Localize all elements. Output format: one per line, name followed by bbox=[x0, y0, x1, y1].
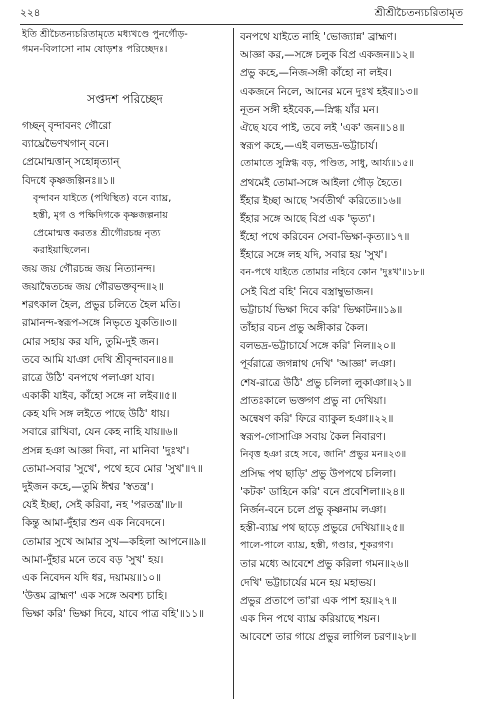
verse-line: একজনে নিলে, আনের মনে দুঃখ হইব॥১৩॥ bbox=[240, 85, 419, 98]
verse-line: তোমাতে সুস্নিগ্ধ বড়, পণ্ডিত, সাধু, আর্য্য॥১৫॥ bbox=[240, 158, 414, 170]
verse-line: স্বরূপ-গোসাঞি সবায় কৈল নিবারণ। bbox=[240, 431, 386, 444]
verse-line: মোর সহায় কর যদি, তুমি-দুই জন। bbox=[22, 335, 159, 348]
verse-line: দেখি' ভট্টাচার্যের মনে হয় মহাভয়। bbox=[240, 576, 376, 589]
verse-line: বনপথে যাইতে নাহি 'ভোজ্যান্ন' ব্রাহ্মণ। bbox=[240, 31, 397, 43]
verse-line: তার মধ্যে আবেশে প্রভু করিলা গমন॥২৬॥ bbox=[240, 558, 409, 571]
verse-line: একাকী যাইব, কাঁহো সঙ্গে না লইব॥৫॥ bbox=[22, 390, 177, 403]
verse-line: ভিক্ষা করি' ভিক্ষা দিবে, যাবে পাত্র বহি'॥১১॥ bbox=[22, 608, 204, 621]
verse-line: ঐছে যবে পাই, তবে লই 'এক' জন॥১৪॥ bbox=[240, 121, 405, 134]
verse-line: বন-পথে যাইতে তোমার নহিবে কোন 'দুঃখ'॥১৮॥ bbox=[240, 267, 425, 279]
verse-line: কিন্তু আমা-দুঁহার শুন এক নিবেদনে। bbox=[22, 517, 165, 530]
verse-line: রামানন্দ-স্বরূপ-সঙ্গে নিভৃতে যুকতি॥৩॥ bbox=[22, 317, 178, 330]
verse-line: আজ্ঞা কর,—সঙ্গে চলুক বিপ্র একজন॥১২॥ bbox=[240, 49, 415, 62]
column-divider bbox=[233, 28, 234, 699]
colophon-line: গমন-বিলাসো নাম ষোড়শঃ পরিচ্ছেদঃ। bbox=[22, 43, 168, 55]
verse-line: আমা-দুঁহার মনে তবে বড় 'সুখ' হয়। bbox=[22, 553, 164, 566]
verse-line: তবে আমি যাঞা দেখি শ্রীবৃন্দাবন॥৪॥ bbox=[22, 353, 174, 366]
verse-line: ইঁহার সঙ্গে আছে বিপ্র এক 'ভৃত্য'। bbox=[240, 212, 376, 225]
verse-line: হস্তী-ব্যাঘ্র পথ ছাড়ে প্রভুরে দেখিয়া॥২৫॥ bbox=[240, 522, 405, 535]
verse-line: নির্জন-বনে চলে প্রভু কৃষ্ণনাম লঞা। bbox=[240, 503, 387, 516]
verse-line: ভট্টাচার্য ভিক্ষা দিবে করি' ভিক্ষাটন॥১৯॥ bbox=[240, 303, 403, 316]
translation-line: করাইয়াছিলেন। bbox=[33, 245, 90, 257]
verse-line: সেই বিপ্র বহি' নিবে বস্ত্রাম্বুভাজন। bbox=[240, 285, 374, 298]
verse-line: ইঁহার ইচ্ছা আছে 'সর্বতীর্থ' করিতে॥১৬॥ bbox=[240, 194, 402, 207]
verse-line: স্বরূপ কহে,—এই বলভদ্র-ভট্টাচার্য। bbox=[240, 140, 378, 153]
verse-line: পূর্বরাত্রে জগন্নাথ দেখি' 'আজ্ঞা' লঞা। bbox=[240, 358, 396, 371]
verse-line: প্রভু কহে,—নিজ-সঙ্গী কাঁহো না লইব। bbox=[240, 67, 392, 80]
verse-line: জয় জয় গৌরচন্দ্র জয় নিত্যানন্দ। bbox=[22, 262, 156, 275]
page-header bbox=[20, 6, 463, 20]
verse-line: যেই ইচ্ছা, সেই করিবা, নহ 'পরতন্ত্র'॥৮॥ bbox=[22, 499, 183, 512]
verse-line: বলভদ্র-ভট্টাচার্যে সঙ্গে করি' নিল॥২০॥ bbox=[240, 340, 396, 353]
verse-line: তোমা-সবার 'সুখে', পথে হবে মোর 'সুখ'॥৭॥ bbox=[22, 462, 203, 475]
verse-line: রাত্রে উঠি' বনপথে পলাঞা যাব। bbox=[22, 371, 155, 384]
verse-line: 'উত্তম ব্রাহ্মণ' এক সঙ্গে অবশ্য চাহি। bbox=[22, 590, 168, 603]
right-column bbox=[240, 28, 465, 646]
verse-line: ইঁহারে সঙ্গে লহ যদি, সবার হয় 'সুখ'। bbox=[240, 249, 388, 262]
verse-line: সবারে রাখিবা, যেন কেহ নাহি যায়॥৬॥ bbox=[22, 426, 178, 439]
verse-line: 'কটক' ডাহিনে করি' বনে প্রবেশিলা॥২৪॥ bbox=[240, 485, 405, 498]
verse-line: দুইজন কহে,—তুমি ঈশ্বর 'স্বতন্ত্র'। bbox=[22, 481, 154, 493]
verse-line: তাঁহার বচন প্রভু অঙ্গীকার কৈল। bbox=[240, 322, 368, 334]
verse-line: তোমার সুখে আমার সুখ—কহিলা আপনে॥৯॥ bbox=[22, 535, 207, 548]
verse-line: কেহ যদি সঙ্গ লইতে পাছে উঠি' ধায়। bbox=[22, 408, 170, 421]
sanskrit-verse-line: ব্যাঘ্রেভৈণখগান্ বনে। bbox=[22, 138, 109, 151]
colophon-line: ইতি শ্রীচৈতন্যচরিতামৃতে মধ্যখণ্ডে পুনর্গৌড়- bbox=[22, 29, 188, 40]
sanskrit-verse-line: গচ্ছন্ বৃন্দাবনং গৌরো bbox=[22, 120, 112, 132]
translation-line: বৃন্দাবন যাইতে (পথিস্থিত) বনে ব্যাঘ্র, bbox=[33, 192, 172, 204]
verse-line: শেষ-রাত্রে উঠি' প্রভু চলিলা লুকাঞা॥২১॥ bbox=[240, 376, 412, 389]
verse-line: অন্বেষণ করি' ফিরে ব্যাকুল হঞা॥২২॥ bbox=[240, 412, 394, 425]
left-column bbox=[22, 28, 228, 624]
translation-line: প্রেমোন্মত্ত করতঃ শ্রীগৌরচন্দ্র নৃত্য bbox=[33, 227, 161, 239]
running-title: শ্রীশ্রীচৈতন্যচরিতামৃত bbox=[374, 7, 463, 19]
sanskrit-verse-line: প্রেমোন্মত্তান্ সহোন্নৃত্যান্ bbox=[22, 156, 120, 169]
sanskrit-verse-line: বিদধে কৃষ্ণজল্পিনঃ॥১॥ bbox=[22, 174, 115, 187]
verse-line: এক দিন পথে ব্যাঘ্র করিয়াছে শয়ন। bbox=[240, 613, 380, 625]
translation-line: হস্তী, মৃগ ও পক্ষিদিগকে কৃষ্ণজল্পনায় bbox=[33, 210, 168, 222]
verse-line: প্রাতঃকালে ভক্তগণ প্রভু না দেখিয়া। bbox=[240, 394, 387, 407]
verse-line: প্রসিদ্ধ পথ ছাড়ি' প্রভু উপপথে চলিলা। bbox=[240, 467, 397, 480]
verse-line: পালে-পালে ব্যাঘ্র, হস্তী, গণ্ডার, শূকরগণ। bbox=[240, 540, 394, 552]
verse-line: জয়াদ্বৈতচন্দ্র জয় গৌরভক্তবৃন্দ॥২॥ bbox=[22, 280, 164, 293]
verse-line: প্রসন্ন হঞা আজ্ঞা দিবা, না মানিবা 'দুঃখ'। bbox=[22, 444, 190, 457]
page-number: ২২৪ bbox=[20, 7, 41, 19]
verse-line: এক নিবেদন যদি ধর, দয়াময়॥১০॥ bbox=[22, 571, 161, 584]
chapter-heading: সপ্তদশ পরিচ্ছেদ bbox=[87, 92, 163, 106]
verse-line: শরৎকাল হৈল, প্রভুর চলিতে হৈল মতি। bbox=[22, 299, 181, 312]
verse-line: নিবৃত্ত হঞা রহে সবে, জানি' প্রভুর মন॥২৩॥ bbox=[240, 449, 407, 461]
verse-line: প্রথমেই তোমা-সঙ্গে আইলা গৌড় হৈতে। bbox=[240, 176, 403, 189]
verse-line: প্রভুর প্রতাপে তা'রা এক পাশ হয়॥২৭॥ bbox=[240, 594, 397, 607]
header-rule bbox=[20, 24, 463, 25]
verse-line: ইঁহো পথে করিবেন সেবা-ভিক্ষা-কৃত্য॥১৭॥ bbox=[240, 231, 410, 244]
verse-line: নূতন সঙ্গী হইবেক,—স্নিগ্ধ যাঁর মন। bbox=[240, 103, 379, 116]
verse-line: আবেশে তার গায়ে প্রভুর লাগিল চরণ॥২৮॥ bbox=[240, 631, 417, 644]
